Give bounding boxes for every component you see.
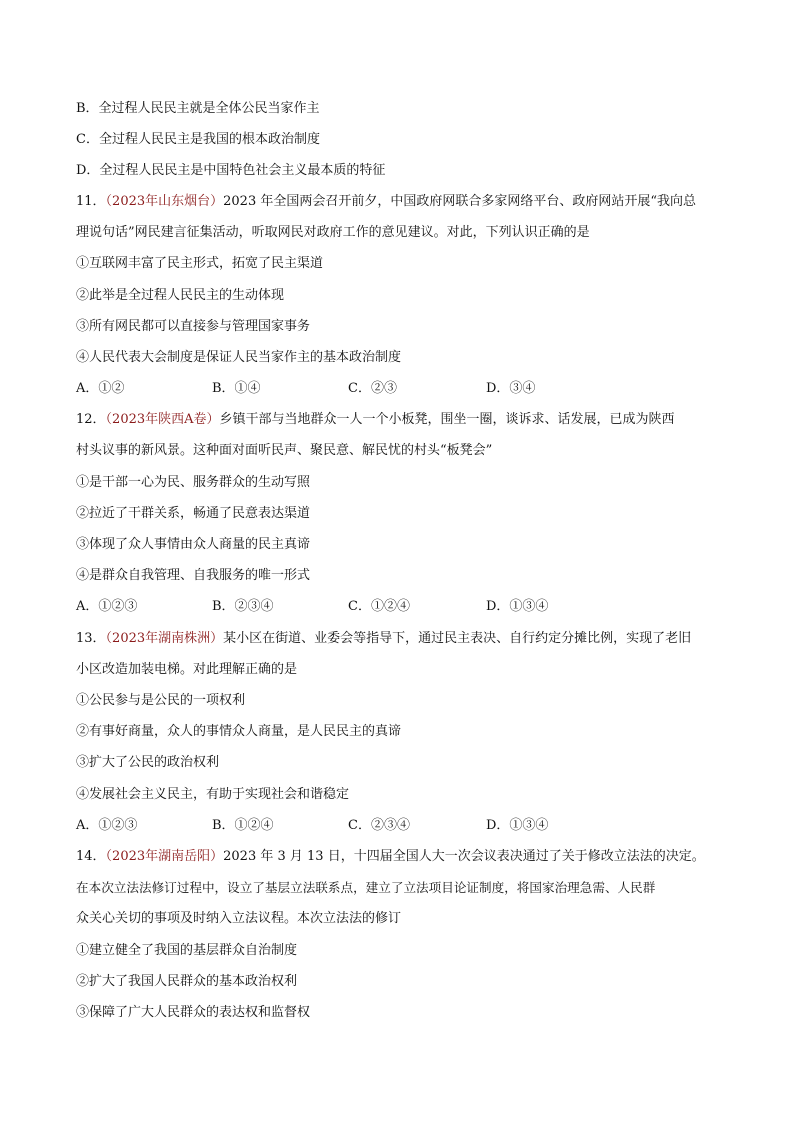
q12-statement-3: ③体现了众人事情由众人商量的民主真谛 xyxy=(76,537,311,552)
q13-choice-d: D．①③④ xyxy=(486,818,549,833)
q13-stem-line-2: 小区改造加装电梯。对此理解正确的是 xyxy=(76,662,298,677)
q14-stem-line-3: 众关心关切的事项及时纳入立法议程。本次立法法的修订 xyxy=(76,911,402,926)
q14-statement-2: ②扩大了我国人民群众的基本政治权利 xyxy=(76,974,298,989)
q14-stem-text-1: 2023 年 3 月 13 日，十四届全国人大一次会议表决通过了关于修改立法法的决定。 xyxy=(223,849,705,864)
q11-choice-a: A．①② xyxy=(76,381,125,396)
q11-choice-d: D．③④ xyxy=(486,381,536,396)
q13-number: 13． xyxy=(76,631,106,646)
q11-source: （2023年山东烟台） xyxy=(105,194,224,209)
q11-statement-4: ④人民代表大会制度是保证人民当家作主的基本政治制度 xyxy=(76,350,402,365)
q13-choice-c: C．②③④ xyxy=(348,818,410,833)
q12-stem-line-2: 村头议事的新风景。这种面对面听民声、聚民意、解民忧的村头“板凳会” xyxy=(76,443,493,458)
q14-stem-line-2: 在本次立法法修订过程中，设立了基层立法联系点，建立了立法项目论证制度，将国家治理急需、人民群 xyxy=(76,880,656,895)
q13-stem-text-1: 某小区在街道、业委会等指导下，通过民主表决、自行约定分摊比例，实现了老旧 xyxy=(223,631,692,646)
q11-choice-c: C．②③ xyxy=(348,381,397,396)
q12-stem-text-1: 乡镇干部与当地群众一人一个小板凳，围坐一圈，谈诉求、话发展，已成为陕西 xyxy=(219,412,675,427)
q13-choice-a: A．①②③ xyxy=(76,818,138,833)
prev-option-d: D．全过程人民民主是中国特色社会主义最本质的特征 xyxy=(76,163,386,178)
q11-number: 11． xyxy=(76,194,106,209)
q12-choice-d: D．①③④ xyxy=(486,599,549,614)
q12-number: 12． xyxy=(76,412,106,427)
q11-stem-text-1: 2023 年全国两会召开前夕，中国政府网联合多家网络平台、政府网站开展“我向总 xyxy=(223,194,697,209)
q11-choices xyxy=(76,379,716,399)
q11-stem-line-1 xyxy=(76,192,696,212)
q12-source: （2023年陕西A卷） xyxy=(105,412,220,427)
q14-stem-line-1 xyxy=(76,847,705,867)
q13-statement-2: ②有事好商量，众人的事情众人商量，是人民民主的真谛 xyxy=(76,724,402,739)
q14-statement-3: ③保障了广大人民群众的表达权和监督权 xyxy=(76,1005,311,1020)
q12-statement-4: ④是群众自我管理、自我服务的唯一形式 xyxy=(76,568,311,583)
q12-choice-a: A．①②③ xyxy=(76,599,138,614)
prev-option-b: B．全过程人民民主就是全体公民当家作主 xyxy=(76,101,320,116)
q11-statement-2: ②此举是全过程人民民主的生动体现 xyxy=(76,288,285,303)
q14-source: （2023年湖南岳阳） xyxy=(105,849,224,864)
q14-statement-1: ①建立健全了我国的基层群众自治制度 xyxy=(76,943,298,958)
q12-choices xyxy=(76,597,716,617)
q12-statement-2: ②拉近了干群关系，畅通了民意表达渠道 xyxy=(76,506,311,521)
q13-statement-4: ④发展社会主义民主，有助于实现社会和谐稳定 xyxy=(76,787,350,802)
q13-statement-1: ①公民参与是公民的一项权利 xyxy=(76,693,246,708)
q13-source: （2023年湖南株洲） xyxy=(105,631,224,646)
q12-statement-1: ①是干部一心为民、服务群众的生动写照 xyxy=(76,475,311,490)
q13-stem-line-1 xyxy=(76,629,691,649)
prev-option-c: C．全过程人民民主是我国的根本政治制度 xyxy=(76,132,320,147)
q11-stem-line-2: 理说句话”网民建言征集活动，听取网民对政府工作的意见建议。对此，下列认识正确的是 xyxy=(76,225,590,240)
q13-choice-b: B．①②④ xyxy=(212,818,274,833)
q11-choice-b: B．①④ xyxy=(212,381,261,396)
q14-number: 14． xyxy=(76,849,106,864)
q12-stem-line-1 xyxy=(76,410,675,430)
q11-statement-1: ①互联网丰富了民主形式，拓宽了民主渠道 xyxy=(76,256,324,271)
q11-statement-3: ③所有网民都可以直接参与管理国家事务 xyxy=(76,319,311,334)
q13-statement-3: ③扩大了公民的政治权利 xyxy=(76,755,220,770)
q12-choice-c: C．①②④ xyxy=(348,599,410,614)
q13-choices xyxy=(76,816,716,836)
q12-choice-b: B．②③④ xyxy=(212,599,274,614)
